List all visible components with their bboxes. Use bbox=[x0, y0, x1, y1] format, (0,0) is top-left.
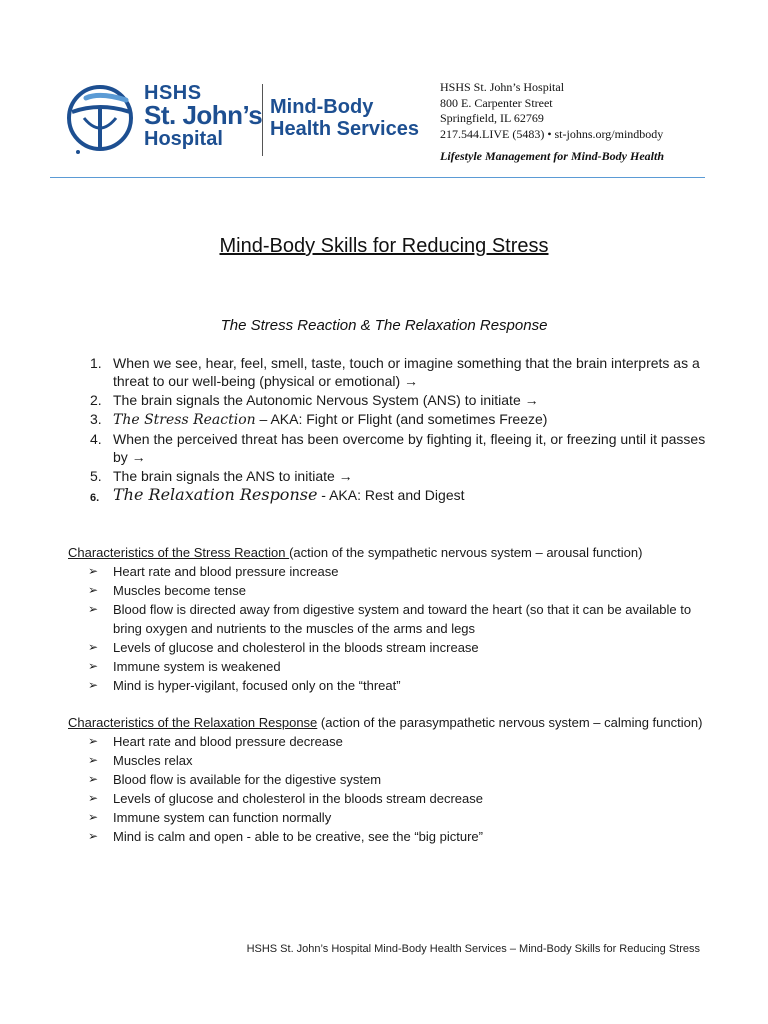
arrow-bullet-icon: ➢ bbox=[88, 734, 99, 748]
arrow-bullet-icon: ➢ bbox=[88, 829, 99, 843]
list-item bbox=[88, 657, 708, 676]
list-item bbox=[88, 600, 708, 638]
page-title: Mind-Body Skills for Reducing Stress bbox=[219, 235, 549, 257]
arrow-bullet-icon: ➢ bbox=[88, 791, 99, 805]
address-line-city: Springfield, IL 62769 bbox=[440, 111, 544, 125]
list-item-text: Mind is calm and open - able to be creative, see the “big picture” bbox=[113, 829, 483, 844]
logo-hospital-text: Hospital bbox=[144, 128, 223, 150]
list-item bbox=[88, 676, 708, 695]
section-heading bbox=[68, 713, 708, 732]
step-item bbox=[90, 430, 710, 466]
section-heading-underlined: Characteristics of the Stress Reaction bbox=[68, 545, 290, 560]
list-item bbox=[88, 751, 708, 770]
step-emphasis: The Stress Reaction bbox=[113, 412, 256, 428]
page-footer: HSHS St. John’s Hospital Mind-Body Health Services – Mind-Body Skills for Reducing Stress bbox=[246, 943, 700, 955]
arrow-bullet-icon: ➢ bbox=[88, 583, 99, 597]
logo-name-text: St. John’s bbox=[144, 100, 263, 130]
list-item-text: Mind is hyper-vigilant, focused only on the “threat” bbox=[113, 678, 401, 693]
list-item bbox=[88, 770, 708, 789]
logo-service-line2: Health Services bbox=[270, 118, 419, 140]
logo-hshs-text: HSHS bbox=[144, 82, 202, 104]
section-heading-rest: (action of the parasympathetic nervous system – calming function) bbox=[317, 715, 703, 730]
hshs-emblem-icon bbox=[64, 78, 142, 158]
step-number: 5. bbox=[90, 468, 102, 484]
page-subtitle: The Stress Reaction & The Relaxation Response bbox=[220, 317, 548, 334]
section-heading bbox=[68, 543, 708, 562]
step-number: 2. bbox=[90, 392, 102, 408]
hospital-logo bbox=[64, 78, 420, 160]
step-emphasis: The Relaxation Response bbox=[113, 485, 318, 504]
relaxation-bullet-list bbox=[88, 732, 708, 846]
arrow-bullet-icon: ➢ bbox=[88, 772, 99, 786]
step-text: – AKA: Fight or Flight (and sometimes Freeze) bbox=[255, 411, 548, 427]
list-item-text: Heart rate and blood pressure increase bbox=[113, 564, 339, 579]
list-item bbox=[88, 808, 708, 827]
list-item-text: Blood flow is directed away from digestive system and toward the heart (so that it can be available to bring oxygen and nutrients to the muscles of the arms and legs bbox=[113, 602, 692, 636]
logo-service-line1: Mind-Body bbox=[270, 96, 374, 118]
list-item-text: Heart rate and blood pressure decrease bbox=[113, 734, 343, 749]
logo-divider bbox=[262, 84, 263, 156]
stress-characteristics-section bbox=[68, 543, 708, 695]
list-item-text: Levels of glucose and cholesterol in the bloods stream increase bbox=[113, 640, 479, 655]
step-number: 4. bbox=[90, 431, 102, 447]
list-item bbox=[88, 732, 708, 751]
arrow-bullet-icon: ➢ bbox=[88, 564, 99, 578]
step-item bbox=[90, 467, 710, 485]
step-text: The brain signals the ANS to initiate → bbox=[113, 468, 353, 484]
address-line-street: 800 E. Carpenter Street bbox=[440, 95, 553, 110]
step-text: - AKA: Rest and Digest bbox=[317, 487, 465, 503]
list-item-text: Immune system is weakened bbox=[113, 659, 281, 674]
address-line-contact: 217.544.LIVE (5483) • st-johns.org/mindbody bbox=[440, 126, 664, 141]
list-item-text: Immune system can function normally bbox=[113, 810, 332, 825]
arrow-bullet-icon: ➢ bbox=[88, 640, 99, 654]
step-number: 1. bbox=[90, 355, 102, 371]
list-item-text: Muscles relax bbox=[113, 753, 193, 768]
list-item bbox=[88, 562, 708, 581]
address-line-name: HSHS St. John’s Hospital bbox=[440, 80, 565, 94]
arrow-bullet-icon: ➢ bbox=[88, 678, 99, 692]
relaxation-characteristics-section bbox=[68, 713, 708, 846]
hospital-address bbox=[440, 80, 663, 142]
steps-list bbox=[90, 354, 710, 505]
step-text: When we see, hear, feel, smell, taste, touch or imagine something that the brain interprets as a threat to our well-being (physical or emotional) → bbox=[113, 355, 700, 389]
step-number: 6. bbox=[90, 492, 100, 504]
step-text: When the perceived threat has been overcome by fighting it, fleeing it, or freezing until it passes by → bbox=[113, 431, 706, 465]
step-text: The brain signals the Autonomic Nervous System (ANS) to initiate → bbox=[113, 392, 539, 408]
step-number: 3. bbox=[90, 411, 102, 427]
arrow-bullet-icon: ➢ bbox=[88, 810, 99, 824]
arrow-bullet-icon: ➢ bbox=[88, 659, 99, 673]
list-item bbox=[88, 789, 708, 808]
step-item bbox=[90, 410, 710, 429]
step-item bbox=[90, 391, 710, 409]
list-item bbox=[88, 827, 708, 846]
arrow-bullet-icon: ➢ bbox=[88, 602, 99, 616]
step-item bbox=[90, 354, 710, 390]
section-heading-rest: (action of the sympathetic nervous system – arousal function) bbox=[289, 545, 643, 560]
list-item-text: Blood flow is available for the digestive system bbox=[113, 772, 382, 787]
tagline: Lifestyle Management for Mind-Body Health bbox=[440, 149, 664, 163]
list-item bbox=[88, 581, 708, 600]
list-item bbox=[88, 638, 708, 657]
stress-bullet-list bbox=[88, 562, 708, 695]
section-heading-underlined: Characteristics of the Relaxation Response bbox=[68, 715, 318, 730]
list-item-text: Levels of glucose and cholesterol in the bloods stream decrease bbox=[113, 791, 483, 806]
step-item bbox=[90, 486, 710, 504]
arrow-bullet-icon: ➢ bbox=[88, 753, 99, 767]
header-divider bbox=[50, 177, 705, 178]
list-item-text: Muscles become tense bbox=[113, 583, 246, 598]
